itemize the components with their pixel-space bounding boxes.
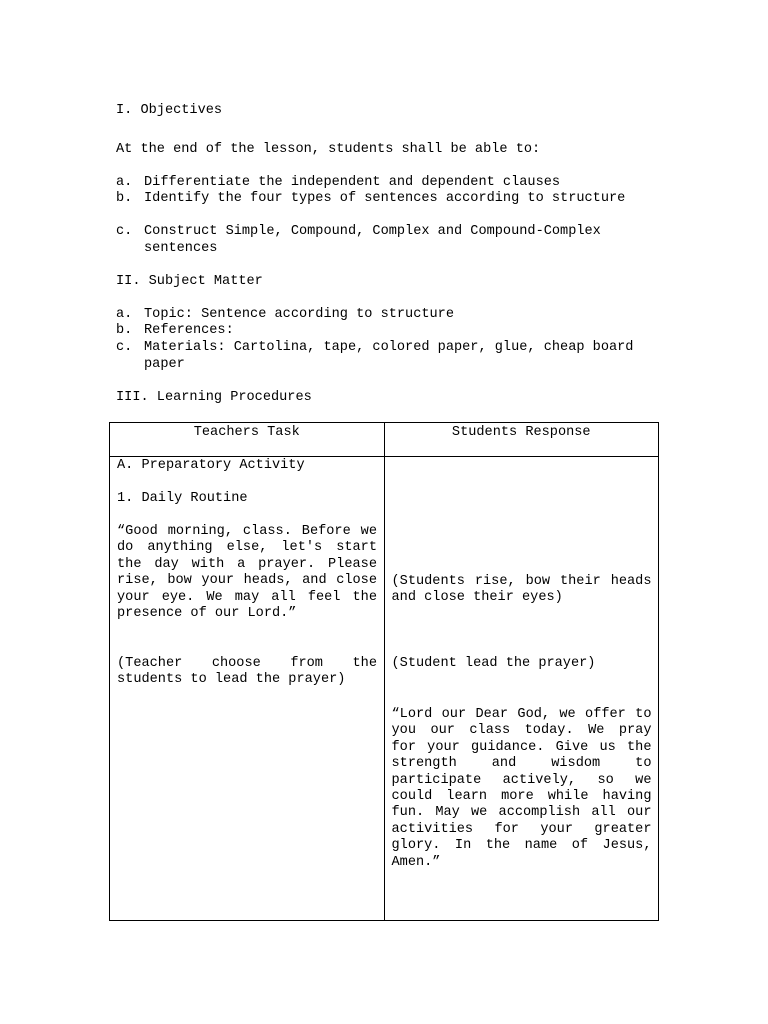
- student-prayer: “Lord our Dear God, we offer to you our class today. We pray for your guidance. Give us the strength and wisdom to participate actively, so we could learn more while having fun. May we accomplish all our activities for your greater glory. In the name of Jesus, Amen.”: [391, 707, 652, 870]
- daily-routine-label: 1. Daily Routine: [117, 491, 248, 506]
- objective-item-a: [116, 175, 656, 192]
- list-marker: c.: [116, 340, 133, 355]
- subject-item-a: [116, 307, 656, 324]
- preparatory-activity-label: A. Preparatory Activity: [117, 458, 305, 473]
- list-text: Topic: Sentence according to structure: [144, 307, 454, 322]
- student-lead-response: (Student lead the prayer): [391, 656, 596, 671]
- objectives-intro: At the end of the lesson, students shall be able to:: [116, 142, 541, 157]
- procedures-heading: III. Learning Procedures: [116, 390, 312, 405]
- subject-item-c: [116, 340, 656, 373]
- subject-matter-heading: II. Subject Matter: [116, 274, 263, 289]
- list-text: Differentiate the independent and dependent clauses: [144, 175, 561, 190]
- header-label: Students Response: [451, 425, 591, 440]
- list-marker: b.: [116, 323, 133, 338]
- student-rise-response: (Students rise, bow their heads and close their eyes): [391, 574, 652, 606]
- objective-item-c: [116, 224, 656, 257]
- list-marker: a.: [116, 307, 133, 322]
- teacher-instruction: (Teacher choose from the students to lead the prayer): [117, 656, 377, 688]
- objectives-heading: I. Objectives: [116, 103, 223, 118]
- table-row: [110, 457, 659, 921]
- list-text: Materials: Cartolina, tape, colored paper, glue, cheap board paper: [144, 340, 634, 372]
- table-header-row: [110, 423, 659, 457]
- header-teachers-task: [110, 423, 385, 457]
- teacher-greeting: “Good morning, class. Before we do anything else, let's start the day with a prayer. Please rise, bow your heads, and close your eye. We may all feel the presence of our Lord.”: [117, 524, 377, 622]
- header-students-response: [384, 423, 659, 457]
- student-response-cell: [384, 457, 659, 921]
- list-marker: a.: [116, 175, 133, 190]
- list-text: Identify the four types of sentences according to structure: [144, 191, 626, 206]
- list-text: Construct Simple, Compound, Complex and Compound-Complex sentences: [144, 224, 601, 256]
- procedures-table: [109, 422, 659, 921]
- subject-item-b: [116, 323, 656, 340]
- header-label: Teachers Task: [193, 425, 300, 440]
- list-text: References:: [144, 323, 234, 338]
- teacher-task-cell: [110, 457, 385, 921]
- list-marker: c.: [116, 224, 133, 239]
- list-marker: b.: [116, 191, 133, 206]
- objective-item-b: [116, 191, 656, 208]
